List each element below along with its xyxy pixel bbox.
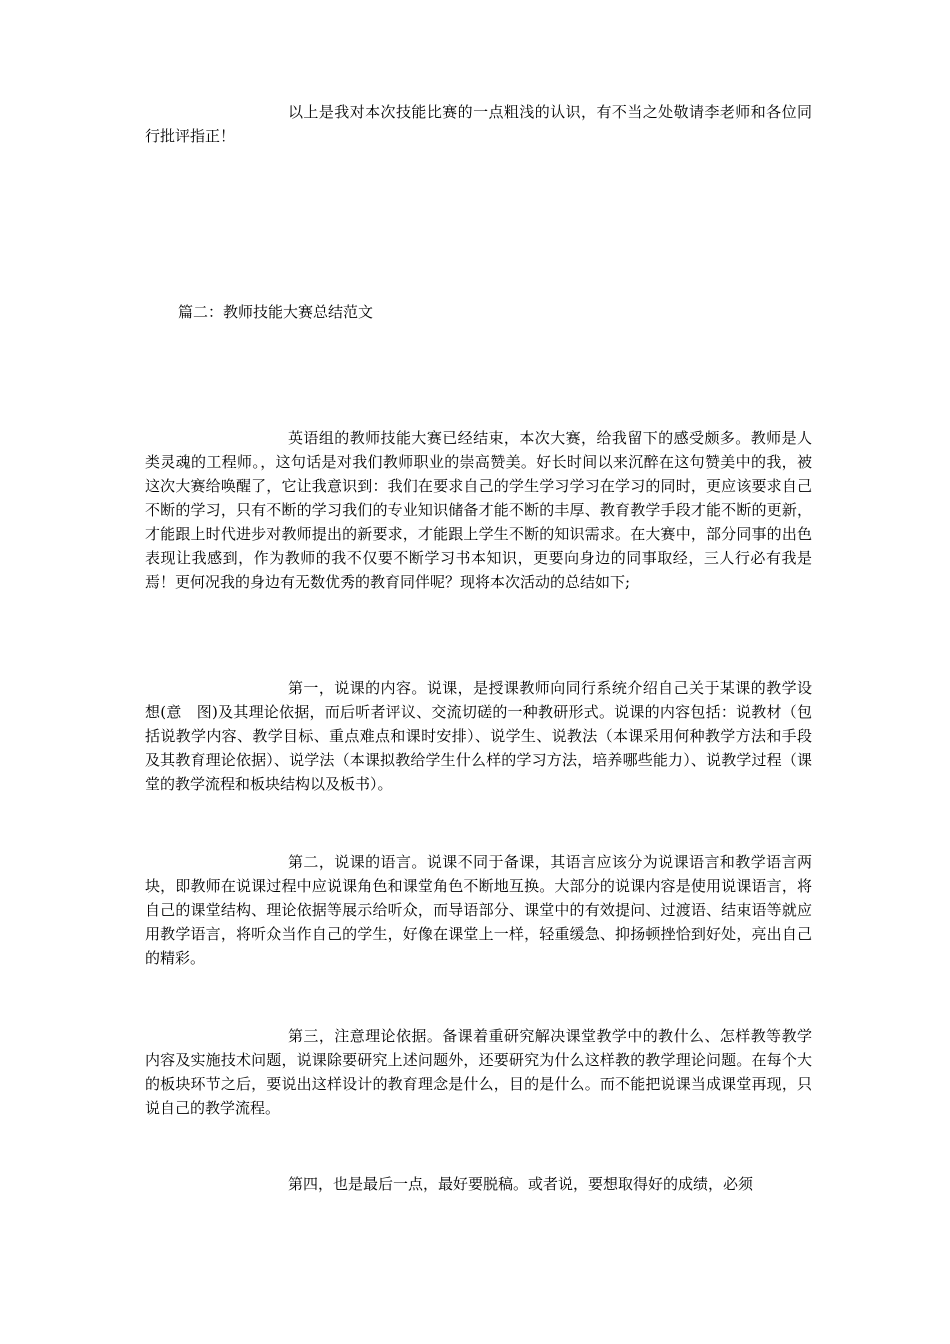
section-title: 篇二：教师技能大赛总结范文	[178, 303, 374, 321]
paragraph-intro-conclusion: 以上是我对本次技能比赛的一点粗浅的认识，有不当之处敬请李老师和各位同行批评指正！	[145, 103, 812, 145]
paragraph-point-three: 第三，注意理论依据。备课着重研究解决课堂教学中的教什么、怎样教等教学内容及实施技术问题，说课除要研究上述问题外，还要研究为什么这样教的教学理论问题。在每个大的板块环节之后，要说出这样设计的教育理念是什么，目的是什么。而不能把说课当成课堂再现，只说自己的教学流程。	[145, 1027, 812, 1117]
paragraph-point-one: 第一，说课的内容。说课，是授课教师向同行系统介绍自己关于某课的教学设想(意 图)及其理论依据，而后听者评议、交流切磋的一种教研形式。说课的内容包括：说教材（包括说教学内容、教学目标、重点难点和课时安排）、说学生、说教法（本课采用何种教学方法和手段及其教育理论依据）、说学法（本课拟教给学生什么样的学习方法，培养哪些能力）、说教学过程（课堂的教学流程和板块结构以及板书）。	[145, 679, 812, 793]
paragraph-point-two: 第二，说课的语言。说课不同于备课，其语言应该分为说课语言和教学语言两块，即教师在说课过程中应说课角色和课堂角色不断地互换。大部分的说课内容是使用说课语言，将自己的课堂结构、理论依据等展示给听众，而导语部分、课堂中的有效提问、过渡语、结束语等就应用教学语言，将听众当作自己的学生，好像在课堂上一样，轻重缓急、抑扬顿挫恰到好处，亮出自己的精彩。	[145, 853, 812, 967]
paragraph-point-four: 第四，也是最后一点，最好要脱稿。或者说，要想取得好的成绩，必须	[288, 1175, 754, 1193]
paragraph-english-group: 英语组的教师技能大赛已经结束，本次大赛，给我留下的感受颇多。教师是人类灵魂的工程师。，这句话是对我们教师职业的崇高赞美。好长时间以来沉醉在这句赞美中的我，被这次大赛给唤醒了，它让我意识到：我们在要求自己的学生学习学习在学习的同时，更应该要求自己不断的学习，只有不断的学习我们的专业知识储备才能不断的丰厚、教育教学手段才能不断的更新，才能跟上时代进步对教师提出的新要求，才能跟上学生不断的知识需求。在大赛中，部分同事的出色表现让我感到，作为教师的我不仅要不断学习书本知识，更要向身边的同事取经，三人行必有我是焉！更何况我的身边有无数优秀的教育同伴呢？现将本次活动的总结如下;	[145, 429, 812, 591]
